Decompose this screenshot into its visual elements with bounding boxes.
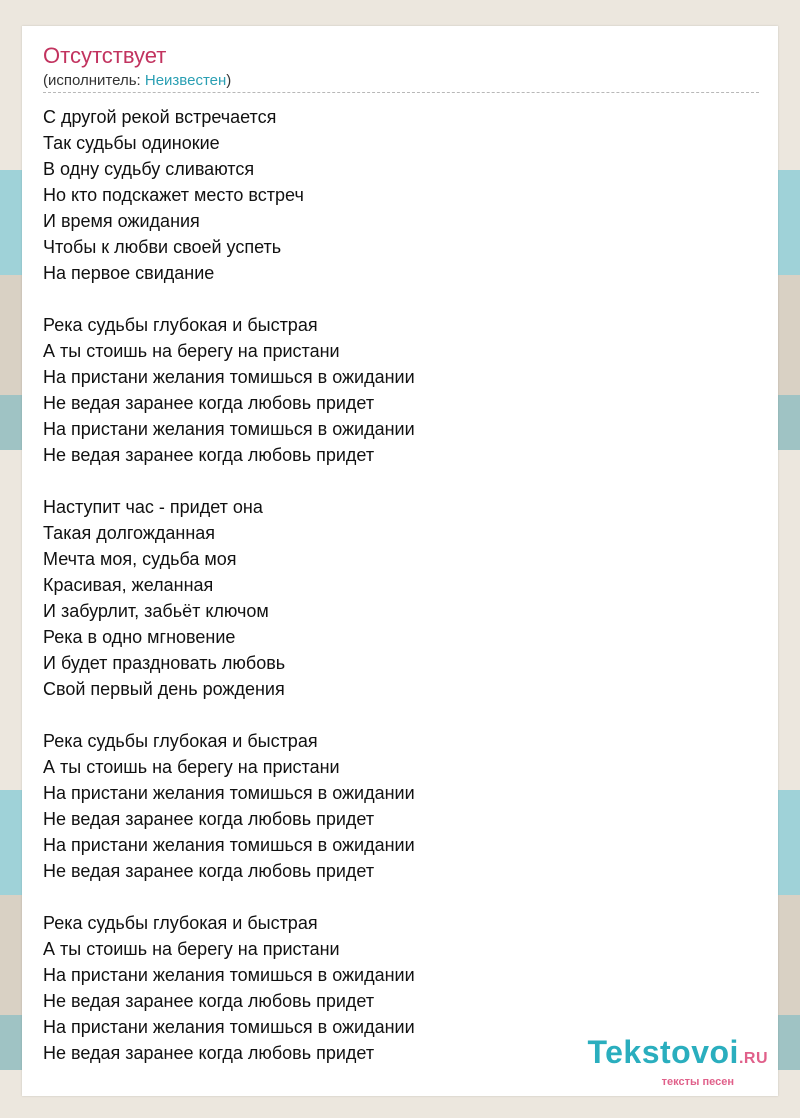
lyric-line: На пристани желания томишься в ожидании	[43, 965, 415, 985]
logo-tld: .RU	[738, 1050, 768, 1067]
lyric-line: Не ведая заранее когда любовь придет	[43, 861, 375, 881]
lyric-line: Река судьбы глубокая и быстрая	[43, 913, 318, 933]
lyric-line: Мечта моя, судьба моя	[43, 549, 237, 569]
lyric-line: Не ведая заранее когда любовь придет	[43, 445, 375, 465]
lyric-line: Наступит час - придет она	[43, 497, 263, 517]
artist-suffix: )	[226, 72, 232, 89]
stanza	[43, 728, 743, 884]
lyric-line: Не ведая заранее когда любовь придет	[43, 1043, 375, 1063]
lyric-line: И будет праздновать любовь	[43, 653, 286, 673]
logo-tagline: тексты песен	[661, 1076, 734, 1088]
lyric-line: А ты стоишь на берегу на пристани	[43, 757, 340, 777]
lyric-line: Не ведая заранее когда любовь придет	[43, 809, 375, 829]
logo-wordmark	[587, 1035, 768, 1076]
lyric-line: Красивая, желанная	[43, 575, 214, 595]
artist-prefix: (исполнитель:	[43, 72, 145, 89]
song-title: Отсутствует	[43, 43, 167, 68]
stanza	[43, 494, 743, 702]
artist-link[interactable]: Неизвестен	[144, 72, 227, 89]
lyric-line: Река судьбы глубокая и быстрая	[43, 731, 318, 751]
lyrics-sheet	[22, 26, 778, 1096]
lyrics-body	[43, 104, 743, 1092]
lyric-line: Чтобы к любви своей успеть	[43, 237, 282, 257]
lyric-line: Река судьбы глубокая и быстрая	[43, 315, 318, 335]
stanza	[43, 104, 743, 286]
site-logo[interactable]	[587, 1035, 768, 1088]
stanza	[43, 312, 743, 468]
lyric-line: На пристани желания томишься в ожидании	[43, 419, 415, 439]
lyric-line: Не ведая заранее когда любовь придет	[43, 991, 375, 1011]
lyric-line: На пристани желания томишься в ожидании	[43, 1017, 415, 1037]
dotted-divider	[43, 92, 759, 93]
lyric-line: Так судьбы одинокие	[43, 133, 220, 153]
lyric-line: Свой первый день рождения	[43, 679, 285, 699]
lyric-line: С другой рекой встречается	[43, 107, 277, 127]
lyric-line: На пристани желания томишься в ожидании	[43, 835, 415, 855]
artist-info	[43, 72, 231, 90]
lyric-line: И время ожидания	[43, 211, 200, 231]
lyric-line: На пристани желания томишься в ожидании	[43, 783, 415, 803]
lyric-line: В одну судьбу сливаются	[43, 159, 255, 179]
lyric-line: На первое свидание	[43, 263, 215, 283]
lyric-line: На пристани желания томишься в ожидании	[43, 367, 415, 387]
logo-name: Tekstovoi	[587, 1034, 739, 1070]
lyric-line: Но кто подскажет место встреч	[43, 185, 304, 205]
lyric-line: Такая долгожданная	[43, 523, 216, 543]
lyric-line: А ты стоишь на берегу на пристани	[43, 341, 340, 361]
lyric-line: Не ведая заранее когда любовь придет	[43, 393, 375, 413]
lyric-line: А ты стоишь на берегу на пристани	[43, 939, 340, 959]
lyric-line: Река в одно мгновение	[43, 627, 236, 647]
lyric-line: И забурлит, забьёт ключом	[43, 601, 269, 621]
